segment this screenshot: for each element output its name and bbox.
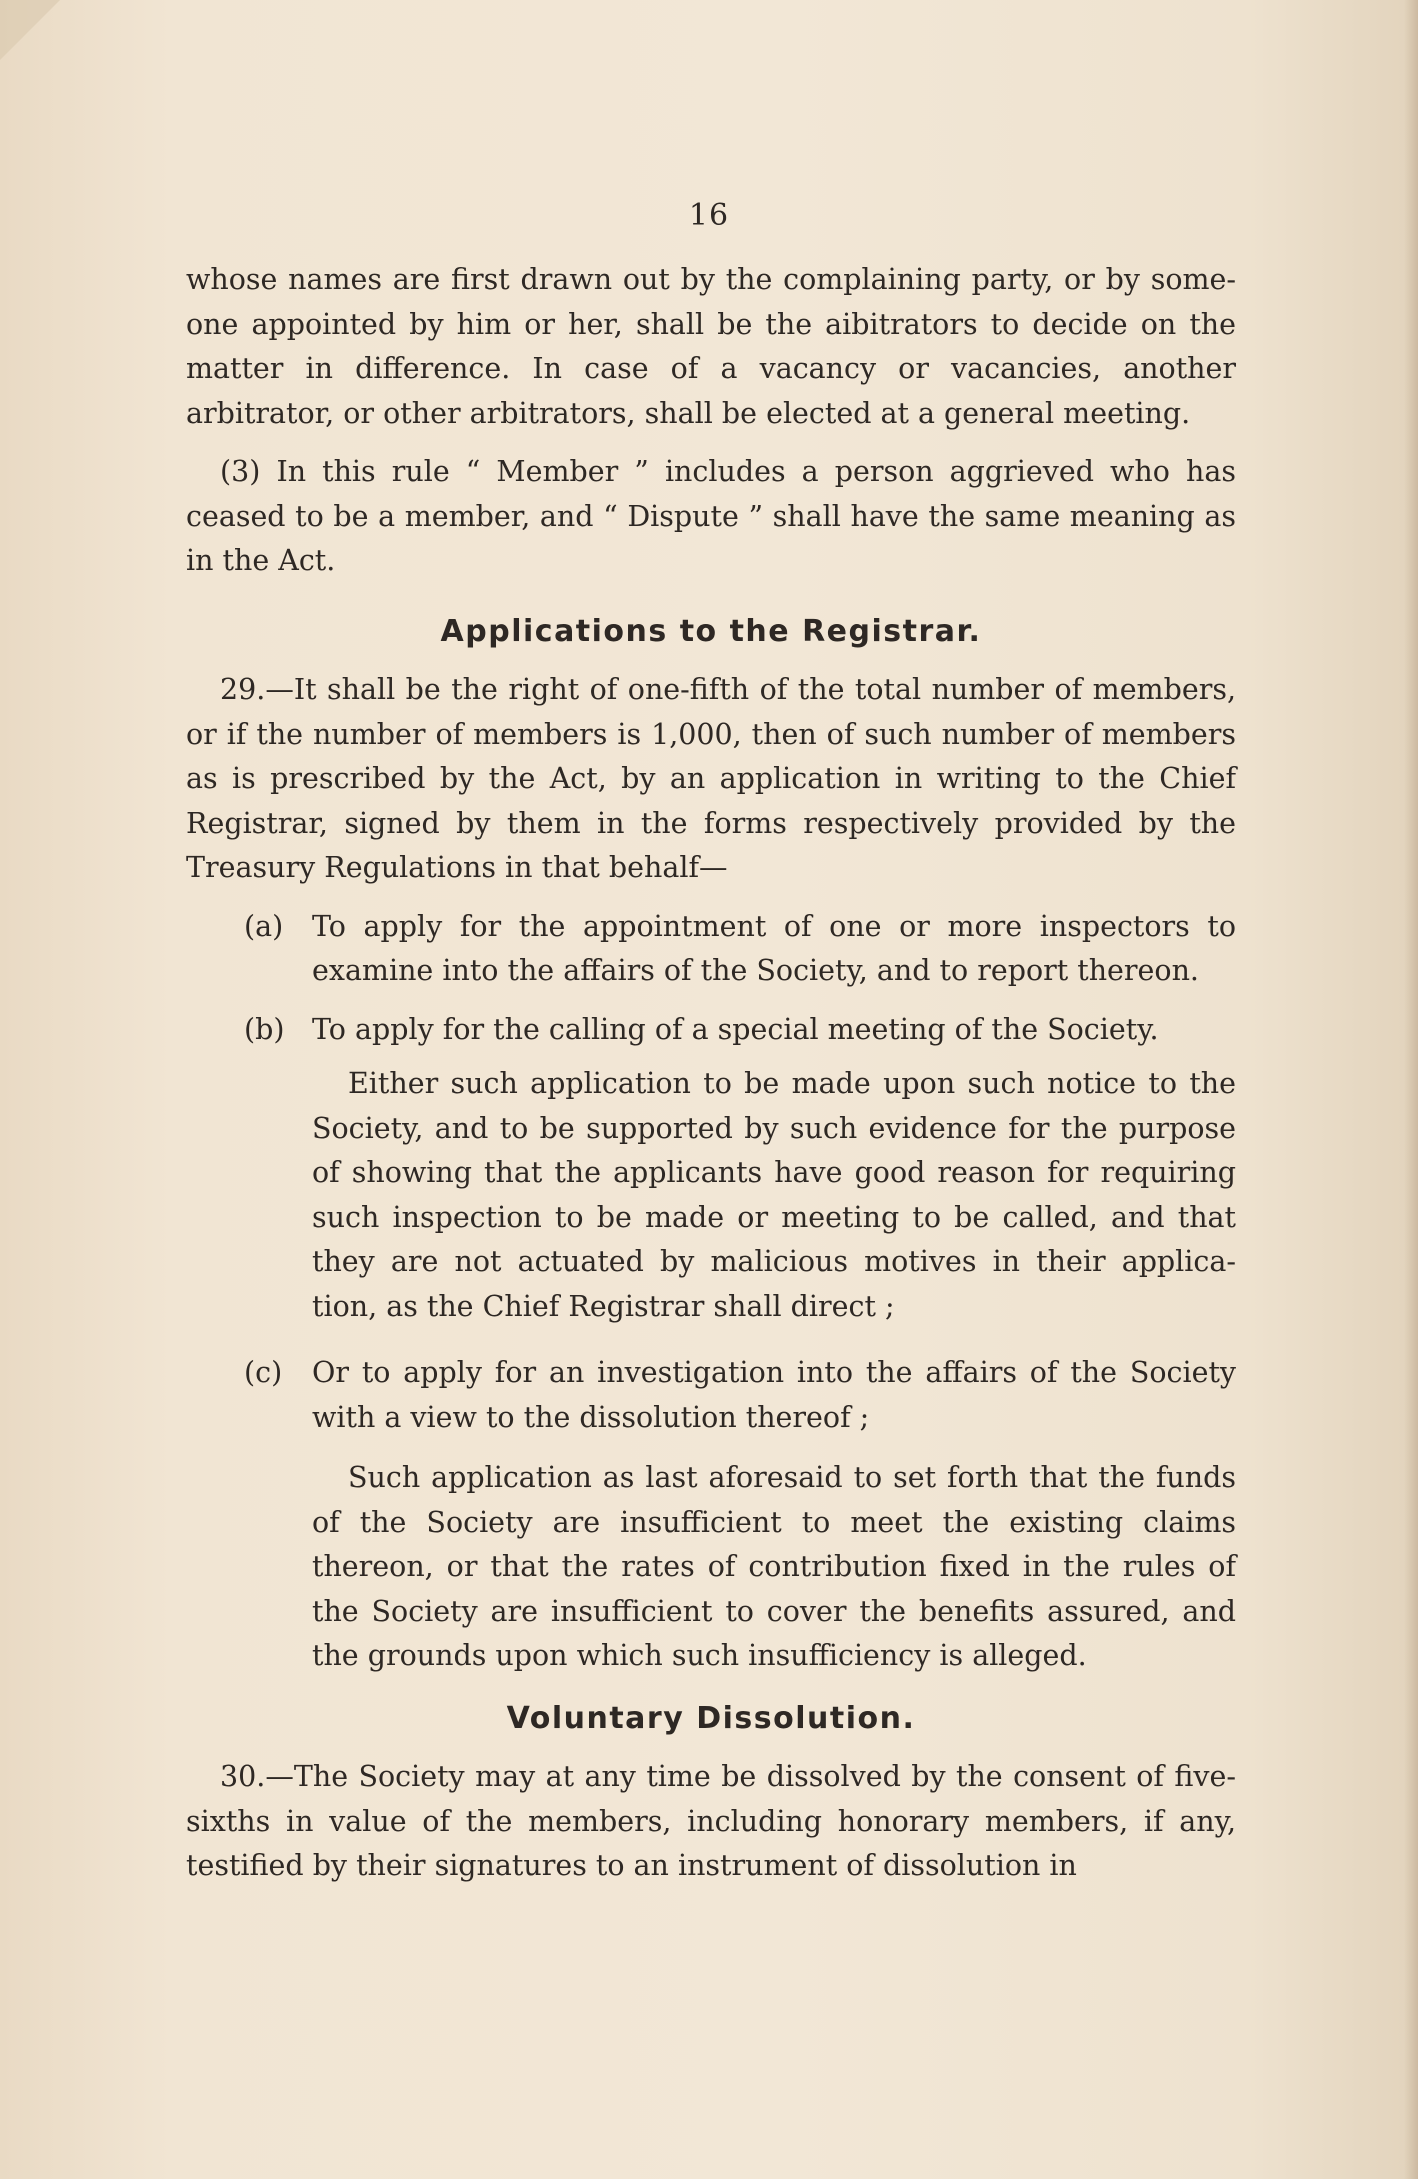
page-edge-shadow (1404, 0, 1418, 2179)
list-item-c-label: (c) (244, 1356, 283, 1389)
list-item-c-note: Such application as last aforesaid to set forth that the funds of the Society are insufficient to meet the existing claims thereon, or that the rates of contribution fixed in the rules of the Society are insufficient to cover the benefits assured, and the grounds upon which such insufficiency is alleged. (312, 1461, 1236, 1672)
list-item-c (186, 1351, 1236, 1440)
page-corner-fold (0, 0, 60, 60)
clause-3-paragraph: (3) In this rule “ Member ” includes a person aggrieved who has ceased to be a member, and “ Dispute ” shall have the same meaning as in the Act. (186, 455, 1236, 577)
list-item-a (186, 905, 1236, 994)
page-body (186, 258, 1236, 1889)
section-heading-registrar: Applications to the Registrar. (440, 613, 982, 649)
list-item-a-label: (a) (244, 909, 284, 943)
list-item-b (186, 1008, 1236, 1053)
list-item-b-text: To apply for the calling of a special meeting of the Society. (312, 1012, 1159, 1046)
section-heading-dissolution: Voluntary Dissolution. (506, 1700, 916, 1736)
list-item-c-text: Or to apply for an investigation into the affairs of the Society with a view to the dissolution thereof ; (312, 1356, 1236, 1434)
page-number: 16 (688, 198, 730, 233)
rule-30-paragraph: 30.—The Society may at any time be dissolved by the consent of five-sixths in value of the members, including honorary members, if any, testified by their signatures to an instrument of dissolution in (186, 1760, 1236, 1882)
list-item-b-note: Either such application to be made upon such notice to the Society, and to be supported by such evidence for the purpose of showing that the applicants have good reason for requiring such inspection to be made or meeting to be called, and that they are not actuated by malicious motives in their applica-tion, as the Chief Registrar shall direct ; (312, 1067, 1236, 1323)
rule-29-paragraph: 29.—It shall be the right of one-fifth of the total number of members, or if the number of members is 1,000, then of such number of members as is prescribed by the Act, by an application in writing to the Chief Registrar, signed by them in the forms respectively provided by the Treasury Regulations in that behalf— (186, 673, 1236, 884)
list-item-a-text: To apply for the appointment of one or more inspectors to examine into the affairs of the Society, and to report thereon. (312, 909, 1236, 987)
list-item-b-label: (b) (244, 1012, 285, 1046)
continued-paragraph: whose names are first drawn out by the complaining party, or by some-one appointed by him or her, shall be the aibitrators to decide on the matter in difference. In case of a vacancy or vacancies, another arbitrator, or other arbitrators, shall be elected at a general meeting. (186, 263, 1236, 430)
